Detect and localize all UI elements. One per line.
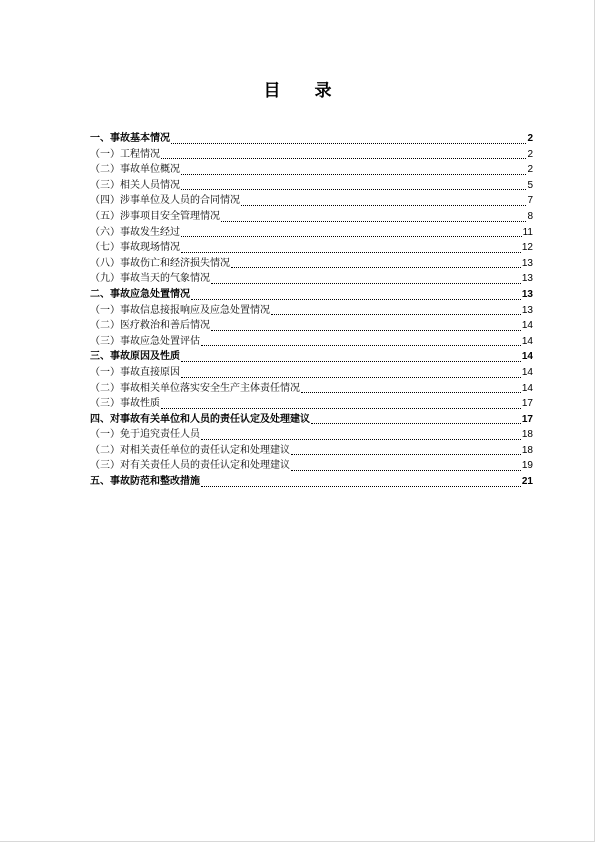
toc-subsection-entry[interactable] — [90, 193, 533, 209]
toc-subsection-entry[interactable] — [90, 318, 533, 334]
toc-dot-leader — [161, 407, 521, 409]
toc-page-number: 14 — [521, 351, 533, 363]
toc-dot-leader — [201, 485, 521, 487]
toc-entry-label: （二）医疗救治和善后情况 — [90, 320, 210, 332]
toc-dot-leader — [181, 188, 526, 190]
toc-section-entry[interactable] — [90, 287, 533, 303]
toc-entry-label: （三）事故应急处置评估 — [90, 335, 200, 347]
toc-subsection-entry[interactable] — [90, 334, 533, 350]
toc-dot-leader — [291, 453, 521, 455]
toc-page-number: 13 — [521, 273, 533, 285]
toc-page-number: 14 — [521, 335, 533, 347]
toc-entry-label: 四、对事故有关单位和人员的责任认定及处理建议 — [90, 413, 310, 425]
toc-entry-label: （三）对有关责任人员的责任认定和处理建议 — [90, 460, 290, 472]
toc-dot-leader — [291, 469, 521, 471]
toc-subsection-entry[interactable] — [90, 443, 533, 459]
toc-subsection-entry[interactable] — [90, 458, 533, 474]
toc-page-number: 13 — [521, 304, 533, 316]
toc-page-number: 19 — [521, 460, 533, 472]
toc-subsection-entry[interactable] — [90, 256, 533, 272]
toc-entry-label: 五、事故防范和整改措施 — [90, 476, 200, 488]
toc-page-number: 14 — [521, 320, 533, 332]
toc-dot-leader — [241, 204, 526, 206]
toc-subsection-entry[interactable] — [90, 178, 533, 194]
toc-page-number: 2 — [527, 164, 533, 176]
toc-page-number: 18 — [521, 429, 533, 441]
toc-entry-label: （二）对相关责任单位的责任认定和处理建议 — [90, 444, 290, 456]
toc-subsection-entry[interactable] — [90, 271, 533, 287]
toc-dot-leader — [171, 142, 526, 144]
toc-subsection-entry[interactable] — [90, 147, 533, 163]
toc-entry-label: （一）免于追究责任人员 — [90, 429, 200, 441]
toc-entry-label: （七）事故现场情况 — [90, 242, 180, 254]
toc-subsection-entry[interactable] — [90, 240, 533, 256]
toc-dot-leader — [201, 438, 521, 440]
toc-page-number: 13 — [521, 257, 533, 269]
toc-page-number: 14 — [521, 366, 533, 378]
toc-entry-label: （六）事故发生经过 — [90, 226, 180, 238]
toc-dot-leader — [181, 173, 526, 175]
toc-dot-leader — [181, 251, 521, 253]
toc-page-number: 14 — [521, 382, 533, 394]
toc-entry-label: （二）事故单位概况 — [90, 164, 180, 176]
toc-page-number: 7 — [527, 195, 533, 207]
toc-dot-leader — [231, 266, 521, 268]
toc-page-number: 2 — [527, 133, 533, 144]
toc-dot-leader — [211, 329, 521, 331]
toc-dot-leader — [211, 282, 521, 284]
toc-entry-label: 三、事故原因及性质 — [90, 351, 180, 363]
toc-dot-leader — [311, 422, 521, 424]
toc-entry-label: （一）工程情况 — [90, 148, 160, 160]
toc-subsection-entry[interactable] — [90, 162, 533, 178]
toc-subsection-entry[interactable] — [90, 381, 533, 397]
toc-page-number: 8 — [527, 210, 533, 222]
toc-entry-label: （三）事故性质 — [90, 398, 160, 410]
toc-section-entry[interactable] — [90, 412, 533, 428]
toc-entry-label: （三）相关人员情况 — [90, 179, 180, 191]
toc-page-number: 12 — [521, 242, 533, 254]
toc-page-number: 2 — [527, 148, 533, 160]
toc-page-number: 11 — [522, 226, 533, 238]
toc-dot-leader — [181, 235, 522, 237]
toc-dot-leader — [191, 298, 521, 300]
toc-entry-label: 二、事故应急处置情况 — [90, 288, 190, 300]
toc-page-number: 21 — [521, 476, 533, 488]
toc-entry-label: （九）事故当天的气象情况 — [90, 273, 210, 285]
toc-entry-label: （一）事故信息接报响应及应急处置情况 — [90, 304, 270, 316]
toc-dot-leader — [181, 376, 521, 378]
toc-entry-label: 一、事故基本情况 — [90, 133, 170, 144]
toc-section-entry[interactable] — [90, 474, 533, 490]
toc-subsection-entry[interactable] — [90, 225, 533, 241]
toc-entry-label: （四）涉事单位及人员的合同情况 — [90, 195, 240, 207]
toc-dot-leader — [301, 391, 521, 393]
toc-dot-leader — [181, 360, 521, 362]
table-of-contents — [90, 131, 533, 490]
toc-page-number: 13 — [521, 288, 533, 300]
toc-entry-label: （八）事故伤亡和经济损失情况 — [90, 257, 230, 269]
toc-page-number: 5 — [527, 179, 533, 191]
toc-subsection-entry[interactable] — [90, 365, 533, 381]
toc-section-entry[interactable] — [90, 131, 533, 147]
toc-page-number: 18 — [521, 444, 533, 456]
toc-subsection-entry[interactable] — [90, 427, 533, 443]
toc-subsection-entry[interactable] — [90, 303, 533, 319]
toc-dot-leader — [221, 220, 526, 222]
toc-subsection-entry[interactable] — [90, 396, 533, 412]
toc-dot-leader — [271, 313, 521, 315]
toc-subsection-entry[interactable] — [90, 209, 533, 225]
toc-entry-label: （五）涉事项目安全管理情况 — [90, 210, 220, 222]
toc-dot-leader — [201, 344, 521, 346]
toc-entry-label: （二）事故相关单位落实安全生产主体责任情况 — [90, 382, 300, 394]
toc-dot-leader — [161, 157, 526, 159]
page-title: 目 录 — [263, 81, 346, 101]
toc-entry-label: （一）事故直接原因 — [90, 366, 180, 378]
toc-page-number: 17 — [521, 413, 533, 425]
toc-section-entry[interactable] — [90, 349, 533, 365]
toc-page-number: 17 — [521, 398, 533, 410]
